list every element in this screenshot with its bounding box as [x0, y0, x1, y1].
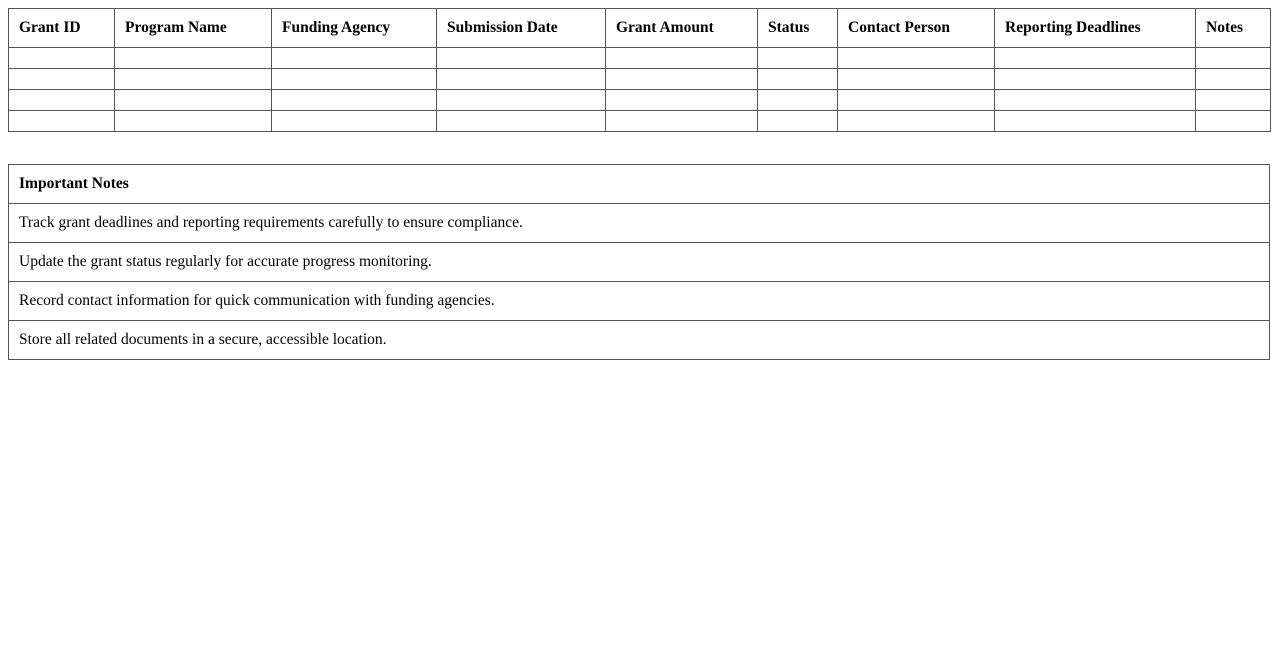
table-cell [272, 90, 437, 111]
list-item [9, 321, 1270, 360]
list-item [9, 204, 1270, 243]
header-submission-date: Submission Date [437, 9, 606, 48]
table-cell [1196, 69, 1271, 90]
table-cell [995, 48, 1196, 69]
important-notes-table [8, 164, 1270, 360]
grants-header-row [9, 9, 1271, 48]
header-notes: Notes [1196, 9, 1271, 48]
table-cell [838, 48, 995, 69]
table-cell [437, 90, 606, 111]
table-cell [838, 111, 995, 132]
note-item: Store all related documents in a secure, accessible location. [9, 321, 1270, 360]
table-cell [1196, 111, 1271, 132]
table-cell [838, 69, 995, 90]
table-cell [606, 48, 758, 69]
table-cell [272, 69, 437, 90]
table-cell [272, 111, 437, 132]
header-grant-id: Grant ID [9, 9, 115, 48]
header-contact-person: Contact Person [838, 9, 995, 48]
table-cell [995, 69, 1196, 90]
note-item: Track grant deadlines and reporting requirements carefully to ensure compliance. [9, 204, 1270, 243]
table-cell [995, 90, 1196, 111]
table-cell [9, 90, 115, 111]
table-cell [437, 69, 606, 90]
table-cell [758, 90, 838, 111]
grants-table [8, 8, 1271, 132]
list-item [9, 282, 1270, 321]
list-item [9, 243, 1270, 282]
header-funding-agency: Funding Agency [272, 9, 437, 48]
table-cell [9, 69, 115, 90]
table-cell [606, 90, 758, 111]
table-cell [1196, 48, 1271, 69]
header-grant-amount: Grant Amount [606, 9, 758, 48]
note-item: Record contact information for quick communication with funding agencies. [9, 282, 1270, 321]
header-status: Status [758, 9, 838, 48]
header-program-name: Program Name [115, 9, 272, 48]
table-cell [437, 48, 606, 69]
table-cell [437, 111, 606, 132]
table-row [9, 111, 1271, 132]
table-row [9, 90, 1271, 111]
notes-header-row [9, 165, 1270, 204]
table-cell [1196, 90, 1271, 111]
table-cell [9, 111, 115, 132]
table-cell [115, 48, 272, 69]
note-item: Update the grant status regularly for accurate progress monitoring. [9, 243, 1270, 282]
table-cell [995, 111, 1196, 132]
table-cell [758, 111, 838, 132]
table-row [9, 69, 1271, 90]
table-cell [9, 48, 115, 69]
table-cell [606, 69, 758, 90]
table-row [9, 48, 1271, 69]
table-cell [606, 111, 758, 132]
table-cell [115, 69, 272, 90]
table-cell [115, 90, 272, 111]
page-content [8, 8, 1270, 360]
table-cell [272, 48, 437, 69]
table-cell [838, 90, 995, 111]
notes-title: Important Notes [9, 165, 1270, 204]
header-reporting-deadlines: Reporting Deadlines [995, 9, 1196, 48]
table-cell [758, 69, 838, 90]
table-cell [115, 111, 272, 132]
table-cell [758, 48, 838, 69]
